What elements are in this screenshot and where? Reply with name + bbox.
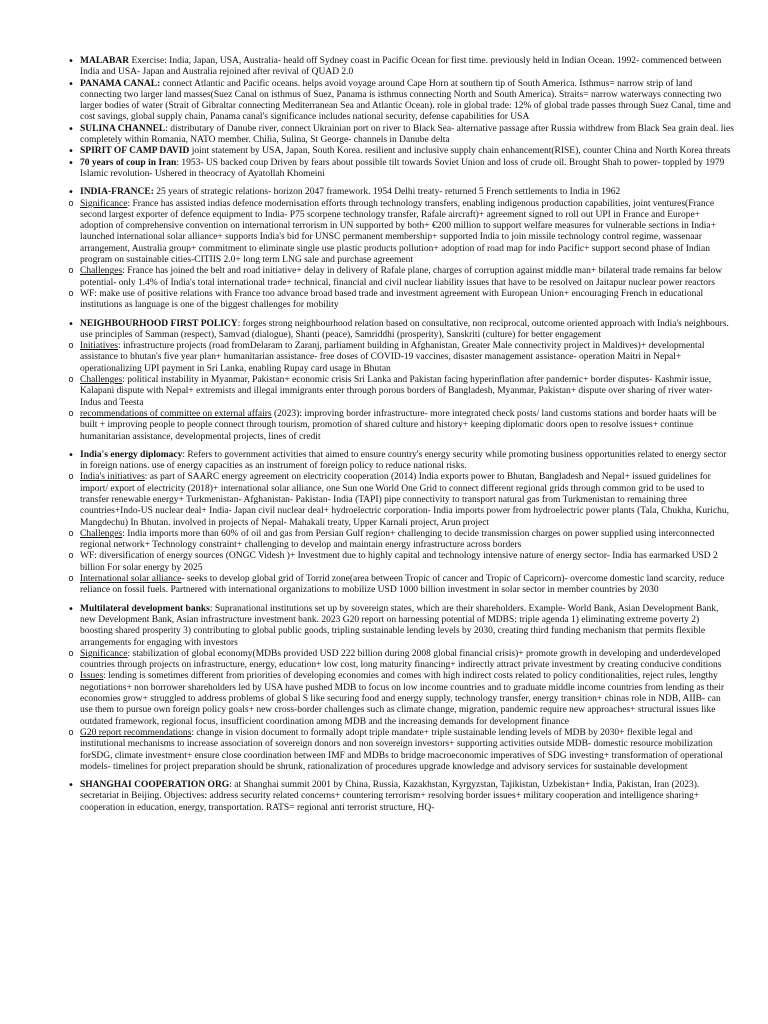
bullet-item bbox=[68, 449, 734, 473]
subheading: Initiatives bbox=[80, 341, 118, 352]
sub-point-item bbox=[68, 648, 734, 672]
sub-point-item bbox=[68, 551, 734, 574]
subheading: Challenges bbox=[80, 528, 123, 539]
bullet-item bbox=[68, 56, 734, 79]
item-heading: 70 years of coup in Iran bbox=[80, 157, 177, 168]
item-text: 25 years of strategic relations- horizon 2047 framework. 1954 Delhi treaty- returned 5 French settlements to India in 1962 bbox=[153, 187, 621, 198]
item-text: : forges strong neighbourhood relation based on consultative, non reciprocal, outcome oriented approach with India's neighbours. use principles of Samman (respect), Samvad (dialogue), Shanti (peace), Samriddhi (prosperity), Sanskriti (culture) for better engagement bbox=[80, 318, 729, 340]
circle-marker: o bbox=[68, 375, 74, 386]
bullet-item bbox=[68, 123, 734, 147]
item-heading: PANAMA CANAL: bbox=[80, 78, 161, 89]
bullet-marker: • bbox=[68, 780, 74, 792]
circle-marker: o bbox=[68, 528, 74, 539]
circle-marker: o bbox=[68, 198, 74, 209]
bullet-item bbox=[68, 318, 734, 342]
bullet-marker: • bbox=[68, 56, 74, 67]
item-heading: SULINA CHANNEL bbox=[80, 123, 166, 134]
notes-section bbox=[68, 449, 734, 597]
bullet-item bbox=[68, 78, 734, 124]
item-text: : distributary of Danube river, connect Ukrainian port on river to Black Sea- alternative passage after Russia withdrew from Black Sea grain deal. lies completely within Romania, NATO member. Chilia, Sulina, St George- channels in Danube delta bbox=[80, 123, 734, 146]
circle-marker: o bbox=[68, 288, 74, 299]
item-text: connect Atlantic and Pacific oceans. helps avoid voyage around Cape Horn at southern tip of South America. Isthmus= narrow strip of land connecting two larger land masses(Suez Canal on isthmus of Suez, Panama is isthmus connecting North and South America). Straits= narrow waterways connecting two larger bodies of water (Strait of Gibraltar connecting Mediterranean Sea and Atlantic Ocean). role in global trade: 12% of global trade passes through Suez Canal, time and cost savings, global supply chain, Panama canal's significance includes national security, defense capabilities for USA bbox=[80, 78, 731, 123]
subheading: Significance bbox=[80, 198, 128, 209]
bullet-item bbox=[68, 146, 734, 158]
sub-point-item bbox=[68, 288, 734, 312]
bullet-marker: • bbox=[68, 603, 74, 615]
bullet-marker: • bbox=[68, 318, 74, 330]
item-text: WF: diversification of energy sources (ONGC Videsh )+ Investment due to highly capital and technology intensive nature of energy sector- India has earmarked USD 2 billion For solar energy by 2025 bbox=[80, 551, 718, 573]
bullet-marker: • bbox=[68, 78, 74, 90]
item-text: : France has assisted indias defence modernisation efforts through technology transfers, enabling indigenous production capabilities, joint ventures(France second largest exporter of defence equipment to India- P75 scorpene technology transfer, Rafale aircraft)+ agreement signed to roll out UPI in France and Europe+ adoption of comprehensive convention on international terrorism in UN supported by both+ €200 million to support welfare measures for vulnerable sections in India+ launched international solar alliance+ supports India's bid for UNSC permanent membership+ supported India to join missile technology control regime, wassenaar arrangement, Australia group+ commitment to eliminate single use plastic products pollution+ adoption of road map for indo Pacific+ support second phase of Indian program on sustainable cities-CITIIS 2.0+ long term LNG sale and purchase agreement bbox=[80, 198, 716, 266]
item-heading: INDIA-FRANCE: bbox=[80, 187, 154, 198]
item-text: : Refers to government activities that aimed to ensure country's energy security while promoting business opportunities related to energy sector in foreign nations. use of energy capacities as an instrument of foreign policy to reduce national risks. bbox=[80, 449, 727, 472]
subheading: Significance bbox=[80, 648, 128, 659]
subheading: India's initiatives bbox=[80, 472, 145, 483]
subheading: G20 report recommendations bbox=[80, 727, 192, 738]
item-text: Exercise: India, Japan, USA, Australia- heald off Sydney coast in Pacific Ocean for first time. previously held in Indian Ocean. 1992- commenced between India and USA- Japan and Australia rejoined after revival of QUAD 2.0 bbox=[80, 56, 722, 78]
item-text: : political instability in Myanmar, Pakistan+ economic crisis Sri Lanka and Pakistan facing hyperinflation after pandemic+ border disputes- Kashmir issue, Kalapani dispute with Nepal+ extremists and illegal immigrants enter through porous borders of Bangladesh, Myanmar, Pakistan+ dispute over sharing of river water- Indus and Teesta bbox=[80, 375, 713, 408]
bullet-marker: • bbox=[68, 449, 74, 461]
circle-marker: o bbox=[68, 341, 74, 352]
item-text: : Supranational institutions set up by sovereign states, which are their shareholders. Example- World Bank, Asian Development Bank, new Development Bank, Asian infrastructure investment bank. 2023 G20 report on harnessing potential of MDBS: triple agenda 1) eliminating extreme poverty 2) boosting shared prosperity 3) contributing to global public goods, tripling sustainable lending levels by 2030, creating third funding mechanism that permits flexible arrangements for engaging with investors bbox=[80, 603, 719, 648]
circle-marker: o bbox=[68, 472, 74, 483]
item-text: : India imports more than 60% of oil and gas from Persian Gulf region+ challenging to decide transmission charges on power supplied using interconnected regional network+ Technology constraint+ challenging to develop and maintain energy infrastructure across borders bbox=[80, 528, 715, 551]
subheading: Issues bbox=[80, 671, 104, 682]
circle-marker: o bbox=[68, 648, 74, 659]
bullet-item bbox=[68, 603, 734, 649]
item-text: : infrastructure projects (road fromDelaram to Zaranj, parliament building in Afghanistan, Greater Male connectivity project in Maldives)+ developmental assistance to bhutan's five year plan+ humanitarian assistance- free doses of COVID-19 vaccines, disaster management assistance- operation Maitri in Nepal+ operationalizing UPI payment in Sri Lanka, enabling Rupay card usage in Bhutan bbox=[80, 341, 705, 374]
item-heading: MALABAR bbox=[80, 56, 130, 66]
sub-point-item bbox=[68, 727, 734, 773]
item-heading: SHANGHAI COOPERATION ORG bbox=[80, 780, 230, 791]
bullet-item bbox=[68, 157, 734, 181]
bullet-marker: • bbox=[68, 157, 74, 169]
circle-marker: o bbox=[68, 266, 74, 277]
sub-point-item bbox=[68, 528, 734, 552]
sub-point-item bbox=[68, 198, 734, 267]
item-text: : lending is sometimes different from priorities of developing economies and comes with high indirect costs related to policy conditionalities, reject rules, lengthy negotiations+ non borrower shareholders led by USA have pushed MDB to focus on low income countries and to graduate middle income countries from lending as their economies grow+ struggled to address problems of global S like securing food and energy supply, technology transfer, energy transition+ chinas role in NDB, AIIB- can use them to pursue own foreign policy goals+ new cross-border challenges such as climate change, migration, pandemic require new approaches+ structural issues like outdated framework, regional focus, insufficient coordination among MDB and the increasing demands for development finance bbox=[80, 671, 725, 727]
bullet-marker: • bbox=[68, 187, 74, 199]
item-text: (2023): improving border infrastructure- more integrated check posts/ land customs stations and border haats will be built + improving people to people connect through tourism, promotion of shared culture and history+ keeping diplomatic doors open to resolve issues+ continue humanitarian assistance, developmental projects, lines of credit bbox=[80, 408, 717, 442]
item-text: - seeks to develop global grid of Torrid zone(area between Tropic of cancer and Tropic of Capricorn)- overcome domestic land scarcity, reduce reliance on fossil fuels. Partnered with international organizations to mobilize USD 1000 billion investment in solar sector in member countries by 2030 bbox=[80, 574, 725, 596]
notes-section bbox=[68, 318, 734, 443]
item-heading: SPIRIT OF CAMP DAVID bbox=[80, 146, 190, 157]
sub-point-item bbox=[68, 574, 734, 597]
subheading: Challenges bbox=[80, 266, 123, 277]
sub-point-item bbox=[68, 408, 734, 443]
sub-point-item bbox=[68, 375, 734, 409]
item-text: : stabilization of global economy(MDBs provided USD 222 billion during 2008 global financial crisis)+ promote growth in developing and underdeveloped countries through projects on infrastructure, energy, education+ low cost, long maturity financing+ indirectly attract private investment by creating conducive conditions bbox=[80, 648, 722, 671]
circle-marker: o bbox=[68, 574, 74, 585]
bullet-item bbox=[68, 187, 734, 199]
bullet-marker: • bbox=[68, 123, 74, 135]
item-text: : France has joined the belt and road initiative+ delay in delivery of Rafale plane, charges of corruption against middle man+ bilateral trade remains far below potential- only 1.4% of India's total international trade+ technical, financial and civil nuclear liability issues that have to be resolved on Jaitapur nuclear power reactors bbox=[80, 266, 723, 288]
subheading: recommendations of committee on external affairs bbox=[80, 408, 272, 419]
subheading: Challenges bbox=[80, 375, 123, 386]
item-heading: India's energy diplomacy bbox=[80, 449, 183, 460]
sub-point-item bbox=[68, 341, 734, 375]
subheading: International solar alliance bbox=[80, 574, 182, 585]
item-text: : at Shanghai summit 2001 by China, Russia, Kazakhstan, Kyrgyzstan, Tajikistan, Uzbekistan+ India, Pakistan, Iran (2023). secretariat in Beijing. Objectives: address security related concerns+ countering terrorism+ resolving border issues+ military cooperation and intelligence sharing+ cooperation in education, energy, transportation. RATS= regional anti terrorist structure, HQ- bbox=[80, 780, 700, 813]
circle-marker: o bbox=[68, 727, 74, 738]
sub-point-item bbox=[68, 472, 734, 528]
item-heading: NEIGHBOURHOOD FIRST POLICY bbox=[80, 318, 238, 329]
item-text: : 1953- US backed coup Driven by fears about possible tilt towards Soviet Union and loss of crude oil. Brought Shah to power- toppled by 1979 Islamic revolution- Ushered in theocracy of Ayatollah Khomeini bbox=[80, 157, 725, 179]
item-text: WF: make use of positive relations with France too advance broad based trade and investment agreement with European Union+ encouraging French in educational institutions as language is one of the biggest challenges for mobility bbox=[80, 288, 704, 311]
notes-section bbox=[68, 187, 734, 311]
bullet-item bbox=[68, 780, 734, 814]
sub-point-item bbox=[68, 266, 734, 289]
notes-section bbox=[68, 603, 734, 773]
notes-section bbox=[68, 56, 734, 180]
circle-marker: o bbox=[68, 408, 74, 419]
item-heading: Multilateral development banks bbox=[80, 603, 210, 614]
notes-section bbox=[68, 780, 734, 814]
circle-marker: o bbox=[68, 671, 74, 682]
item-text: : change in vision document to formally adopt triple mandate+ triple sustainable lending levels of MDB by 2030+ flexible legal and institutional mechanisms to increase association of sovereign donors and non sovereign investors+ supporting activities outside MDB- domestic resource mobilization forSDG, climate investment+ ensure close coordination between IMF and MDBs to bridge macroeconomic imperatives of SDG investing+ transformation of operational models- timelines for project preparation should be shrunk, rationalization of procedures upgrade knowledge and advisory services for sustainable development bbox=[80, 727, 723, 772]
item-text: joint statement by USA, Japan, South Korea. resilient and inclusive supply chain enhancement(RISE), counter China and North Korea threats bbox=[189, 146, 731, 157]
sub-point-item bbox=[68, 671, 734, 727]
circle-marker: o bbox=[68, 551, 74, 562]
item-text: : as part of SAARC energy agreement on electricity cooperation (2014) India exports power to Bhutan, Bangladesh and Nepal+ issued guidelines for import/ export of electricity (2018)+ international solar alliance, one Sun one World One Grid to connect different regional grids through common grid to be used to transfer renewable energy+ Turkmenistan- Afghanistan- Pakistan- India (TAPI) pipe connectivity to transport natural gas from Turkmenistan to remaining three countries+Indo-US nuclear deal+ India- Japan civil nuclear deal+ hydroelectric corporation- India imports power from hydroelectric power plants (Tala, Chukha, Kurichu, Mangdechu) In Bhutan. involved in projects of Nepal- Mahakali treaty, Upper Karnali project, Arun project bbox=[80, 472, 730, 528]
bullet-marker: • bbox=[68, 146, 74, 158]
